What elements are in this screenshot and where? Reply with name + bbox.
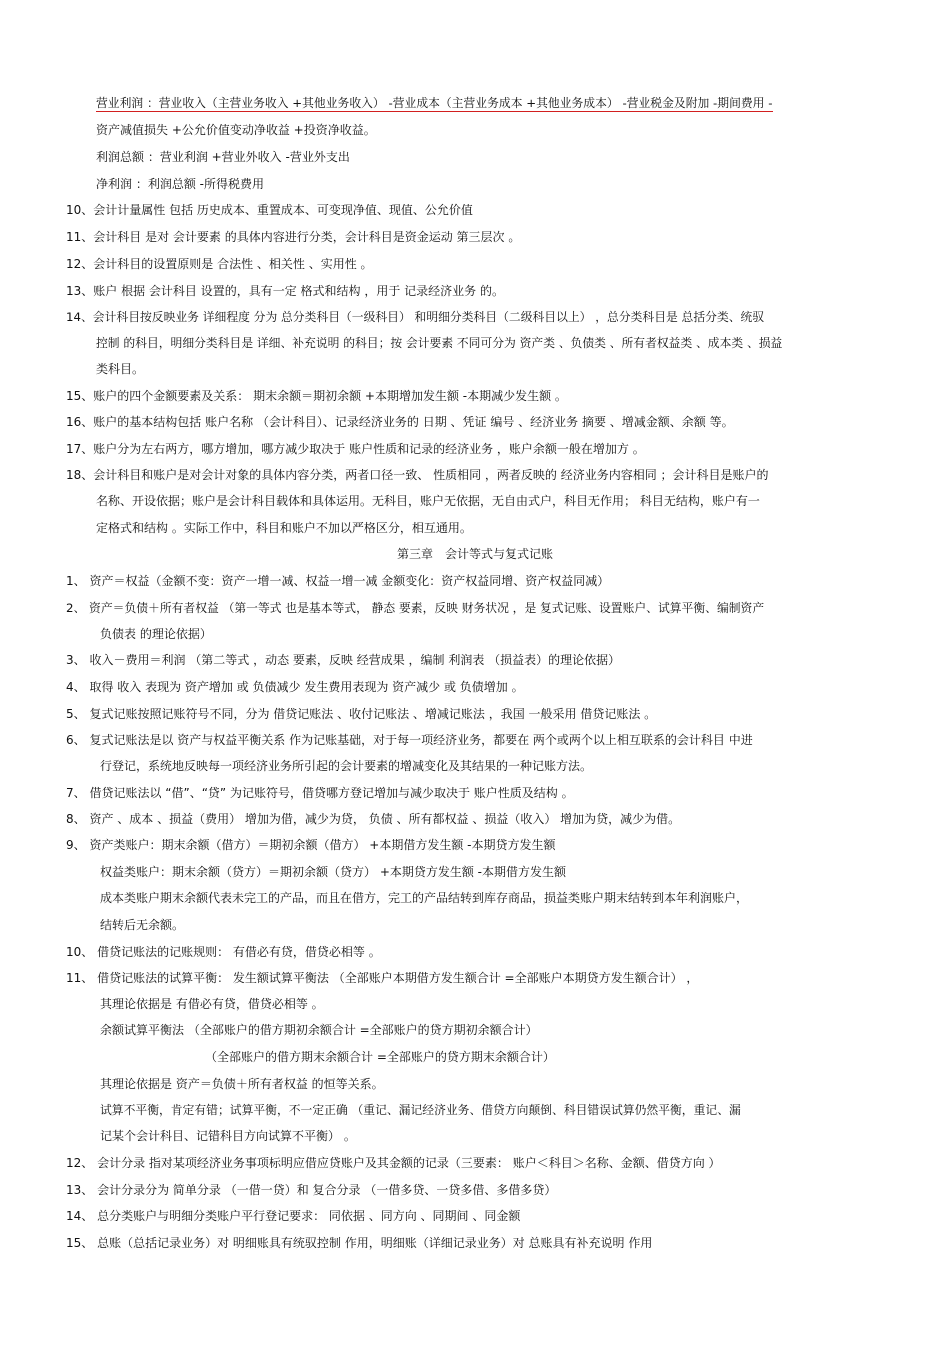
- text-line: 其理论依据是 资产＝负债＋所有者权益 的恒等关系。: [100, 1077, 384, 1091]
- text-line: 类科目。: [96, 362, 145, 376]
- text-line: （全部账户的借方期末余额合计 =全部账户的贷方期末余额合计）: [205, 1050, 555, 1064]
- text-line: 12、 会计分录 指对某项经济业务事项标明应借应贷账户及其金额的记录（三要素： 账户＜科目＞名称、金额、借贷方向 ）: [66, 1156, 721, 1170]
- chapter-title: 第三章 会计等式与复式记账: [396, 547, 553, 561]
- text-line: 17、账户分为左右两方，哪方增加，哪方减少取决于 账户性质和记录的经济业务 ，账户余额一般在增加方 。: [66, 442, 645, 456]
- text-line: 控制 的科目，明细分类科目是 详细、补充说明 的科目；按 会计要素 不同可分为 资产类 、负债类 、所有者权益类 、成本类 、损益: [96, 336, 783, 350]
- text-line: 14、会计科目按反映业务 详细程度 分为 总分类科目（一级科目） 和明细分类科目（二级科目以上） ，总分类科目是 总括分类、统驭: [66, 310, 765, 324]
- text-line: 余额试算平衡法 （全部账户的借方期初余额合计 =全部账户的贷方期初余额合计）: [100, 1023, 538, 1037]
- text-line: 成本类账户期末余额代表未完工的产品，而且在借方，完工的产品结转到库存商品，损益类账户期末结转到本年利润账户，: [100, 891, 749, 905]
- text-line: 定格式和结构 。实际工作中，科目和账户不加以严格区分，相互通用。: [96, 521, 472, 535]
- text-line: 1、 资产＝权益（金额不变：资产一增一减、权益一增一减 金额变化：资产权益同增、资产权益同减）: [66, 574, 610, 588]
- text-line: 15、账户的四个金额要素及关系： 期末余额＝期初余额 +本期增加发生额 -本期减少发生额 。: [66, 389, 567, 403]
- text-line: 行登记，系统地反映每一项经济业务所引起的会计要素的增减变化及其结果的一种记账方法。: [100, 759, 593, 773]
- text-line: 营业利润 ：营业收入（主营业务收入 +其他业务收入） -营业成本（主营业务成本 +其他业务成本） -营业税金及附加 -期间费用 -: [96, 96, 773, 110]
- text-line: 13、账户 根据 会计科目 设置的，具有一定 格式和结构 ，用于 记录经济业务 的。: [66, 284, 504, 298]
- text-line: 5、 复式记账按照记账符号不同，分为 借贷记账法 、收付记账法 、增减记账法 ，我国 一般采用 借贷记账法 。: [66, 707, 657, 721]
- text-line: 试算不平衡，肯定有错；试算平衡，不一定正确 （重记、漏记经济业务、借贷方向颠倒、科目错误试算仍然平衡，重记、漏: [100, 1103, 741, 1117]
- text-line: 负债表 的理论依据）: [100, 627, 212, 641]
- text-line: 权益类账户：期末余额（贷方）＝期初余额（贷方） +本期贷方发生额 -本期借方发生额: [100, 865, 567, 879]
- text-line: 15、 总账（总括记录业务）对 明细账具有统驭控制 作用，明细账（详细记录业务）对 总账具有补充说明 作用: [66, 1236, 653, 1250]
- text-line: 11、会计科目 是对 会计要素 的具体内容进行分类，会计科目是资金运动 第三层次 。: [66, 230, 521, 244]
- text-line: 16、账户的基本结构包括 账户名称 （会计科目）、记录经济业务的 日期 、凭证 编号 、经济业务 摘要 、增减金额、余额 等。: [66, 415, 734, 429]
- text-line: 10、会计计量属性 包括 历史成本、重置成本、可变现净值、现值、公允价值: [66, 203, 473, 217]
- text-line: 13、 会计分录分为 简单分录 （一借一贷）和 复合分录 （一借多贷、一贷多借、多借多贷）: [66, 1183, 557, 1197]
- text-line: 利润总额 ：营业利润 +营业外收入 -营业外支出: [96, 150, 350, 164]
- text-line: 名称、开设依据；账户是会计科目载体和具体运用。无科目，账户无依据，无自由式户，科目无作用； 科目无结构，账户有一: [96, 494, 760, 508]
- text-line: 净利润 ：利润总额 -所得税费用: [96, 177, 264, 191]
- text-line: 记某个会计科目、记错科目方向试算不平衡） 。: [100, 1129, 356, 1143]
- text-line: 8、 资产 、成本 、损益（费用） 增加为借，减少为贷， 负债 、所有都权益 、损益（收入） 增加为贷，减少为借。: [66, 812, 681, 826]
- text-line: 10、 借贷记账法的记账规则： 有借必有贷，借贷必相等 。: [66, 945, 381, 959]
- text-line: 18、会计科目和账户是对会计对象的具体内容分类，两者口径一致、 性质相同 ，两者反映的 经济业务内容相同 ；会计科目是账户的: [66, 468, 769, 482]
- text-line: 3、 收入－费用＝利润 （第二等式 ，动态 要素，反映 经营成果 ，编制 利润表 （损益表）的理论依据）: [66, 653, 621, 667]
- text-line: 资产减值损失 +公允价值变动净收益 +投资净收益。: [96, 123, 376, 137]
- text-line: 14、 总分类账户与明细分类账户平行登记要求： 同依据 、同方向 、同期间 、同金额: [66, 1209, 521, 1223]
- text-line: 其理论依据是 有借必有贷，借贷必相等 。: [100, 997, 324, 1011]
- text-line: 6、 复式记账法是以 资产与权益平衡关系 作为记账基础，对于每一项经济业务，都要在 两个或两个以上相互联系的会计科目 中进: [66, 733, 753, 747]
- text-line: 2、 资产＝负债＋所有者权益 （第一等式 也是基本等式， 静态 要素，反映 财务状况 ，是 复式记账、设置账户、试算平衡、编制资产: [66, 601, 765, 615]
- text-line: 7、 借贷记账法以 “借”、“贷” 为记账符号，借贷哪方登记增加与减少取决于 账户性质及结构 。: [66, 786, 574, 800]
- text-line: 9、 资产类账户：期末余额（借方）＝期初余额（借方） +本期借方发生额 -本期贷方发生额: [66, 838, 556, 852]
- text-line: 4、 取得 收入 表现为 资产增加 或 负债减少 发生费用表现为 资产减少 或 负债增加 。: [66, 680, 524, 694]
- text-line: 结转后无余额。: [100, 918, 185, 932]
- text-line: 12、会计科目的设置原则是 合法性 、相关性 、实用性 。: [66, 257, 373, 271]
- text-line: 11、 借贷记账法的试算平衡： 发生额试算平衡法 （全部账户本期借方发生额合计 =全部账户本期贷方发生额合计） ，: [66, 971, 699, 985]
